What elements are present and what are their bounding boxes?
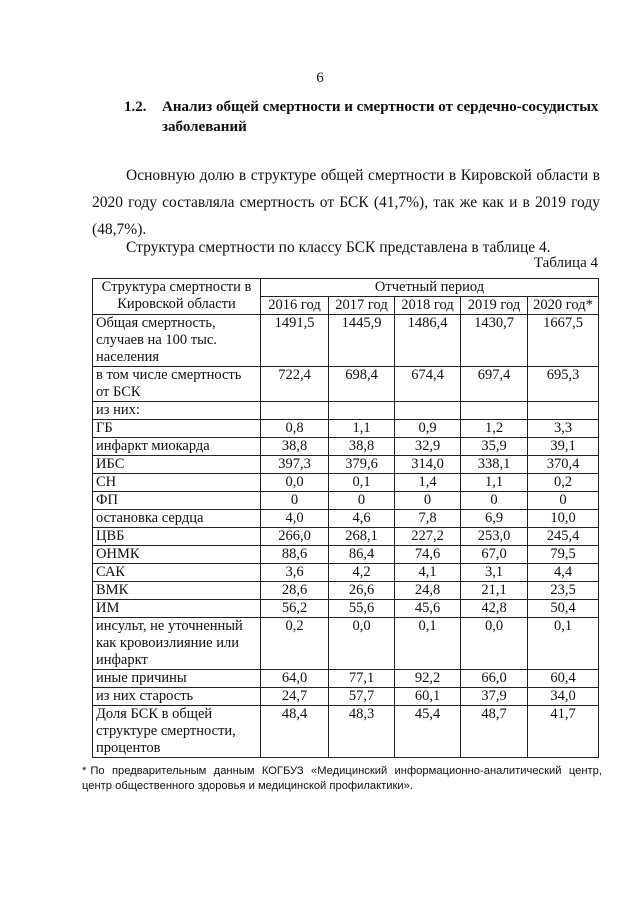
cell-value: 4,2 — [329, 564, 395, 582]
cell-value: 34,0 — [528, 688, 599, 706]
cell-value: 314,0 — [395, 456, 461, 474]
cell-value: 379,6 — [329, 456, 395, 474]
table-row — [93, 438, 599, 456]
cell-value: 60,4 — [528, 670, 599, 688]
cell-value: 1,1 — [329, 420, 395, 438]
cell-value: 6,9 — [461, 510, 528, 528]
cell-value: 268,1 — [329, 528, 395, 546]
table-row — [93, 564, 599, 582]
row-label: ЦВБ — [93, 528, 261, 546]
cell-value: 92,2 — [395, 670, 461, 688]
row-label: в том числе смертность от БСК — [93, 367, 261, 402]
row-label: из них старость — [93, 688, 261, 706]
table-row — [93, 492, 599, 510]
cell-value: 45,4 — [395, 706, 461, 758]
cell-value — [261, 402, 329, 420]
cell-value: 0,9 — [395, 420, 461, 438]
table-row — [93, 582, 599, 600]
table-row — [93, 618, 599, 670]
cell-value: 38,8 — [261, 438, 329, 456]
cell-value: 23,5 — [528, 582, 599, 600]
table-row — [93, 510, 599, 528]
cell-value: 1486,4 — [395, 315, 461, 367]
cell-value: 0 — [528, 492, 599, 510]
table-row — [93, 706, 599, 758]
cell-value: 1,2 — [461, 420, 528, 438]
table-row — [93, 315, 599, 367]
cell-value: 3,1 — [461, 564, 528, 582]
row-label: иные причины — [93, 670, 261, 688]
year-header: 2018 год — [395, 297, 461, 315]
cell-value: 1491,5 — [261, 315, 329, 367]
cell-value: 86,4 — [329, 546, 395, 564]
cell-value: 77,1 — [329, 670, 395, 688]
cell-value: 64,0 — [261, 670, 329, 688]
cell-value: 338,1 — [461, 456, 528, 474]
row-label: инфаркт миокарда — [93, 438, 261, 456]
cell-value: 0,0 — [461, 618, 528, 670]
cell-value: 0,0 — [261, 474, 329, 492]
cell-value: 0,2 — [528, 474, 599, 492]
cell-value: 4,0 — [261, 510, 329, 528]
row-label: ИМ — [93, 600, 261, 618]
cell-value — [461, 402, 528, 420]
cell-value: 39,1 — [528, 438, 599, 456]
cell-value: 50,4 — [528, 600, 599, 618]
cell-value: 697,4 — [461, 367, 528, 402]
cell-value: 35,9 — [461, 438, 528, 456]
cell-value: 57,7 — [329, 688, 395, 706]
cell-value: 88,6 — [261, 546, 329, 564]
table-row — [93, 688, 599, 706]
table-row — [93, 420, 599, 438]
row-label: ФП — [93, 492, 261, 510]
cell-value: 67,0 — [461, 546, 528, 564]
cell-value: 1667,5 — [528, 315, 599, 367]
cell-value: 227,2 — [395, 528, 461, 546]
cell-value: 32,9 — [395, 438, 461, 456]
table-row — [93, 402, 599, 420]
cell-value: 74,6 — [395, 546, 461, 564]
cell-value — [528, 402, 599, 420]
table-row — [93, 670, 599, 688]
cell-value — [329, 402, 395, 420]
cell-value: 370,4 — [528, 456, 599, 474]
section-heading — [124, 97, 604, 137]
cell-value: 1445,9 — [329, 315, 395, 367]
cell-value: 41,7 — [528, 706, 599, 758]
period-header: Отчетный период — [261, 279, 599, 297]
cell-value: 24,7 — [261, 688, 329, 706]
table-row — [93, 546, 599, 564]
table-row — [93, 367, 599, 402]
section-number: 1.2. — [124, 99, 147, 115]
cell-value: 48,7 — [461, 706, 528, 758]
row-label: остановка сердца — [93, 510, 261, 528]
cell-value: 66,0 — [461, 670, 528, 688]
cell-value: 0,2 — [261, 618, 329, 670]
cell-value: 0 — [329, 492, 395, 510]
table-row — [93, 456, 599, 474]
cell-value: 45,6 — [395, 600, 461, 618]
cell-value: 4,1 — [395, 564, 461, 582]
cell-value: 79,5 — [528, 546, 599, 564]
cell-value: 0,1 — [395, 618, 461, 670]
row-label: ВМК — [93, 582, 261, 600]
cell-value: 0,1 — [528, 618, 599, 670]
paragraph-table-intro: Структура смертности по классу БСК представлена в таблице 4. — [126, 238, 551, 256]
cell-value: 0 — [261, 492, 329, 510]
cell-value: 0,1 — [329, 474, 395, 492]
cell-value: 38,8 — [329, 438, 395, 456]
cell-value: 0 — [461, 492, 528, 510]
cell-value: 28,6 — [261, 582, 329, 600]
footnote — [82, 764, 602, 794]
cell-value: 56,2 — [261, 600, 329, 618]
cell-value: 1,1 — [461, 474, 528, 492]
cell-value: 245,4 — [528, 528, 599, 546]
table-row — [93, 528, 599, 546]
footnote-text: По предварительным данным КОГБУЗ «Медицинский информационно-аналитический центр, центр общественного здоровья и медицинской профилактики». — [82, 765, 602, 792]
row-label: ОНМК — [93, 546, 261, 564]
year-header: 2016 год — [261, 297, 329, 315]
cell-value: 3,6 — [261, 564, 329, 582]
cell-value: 4,4 — [528, 564, 599, 582]
cell-value: 7,8 — [395, 510, 461, 528]
table-row — [93, 600, 599, 618]
table-row — [93, 474, 599, 492]
year-header: 2017 год — [329, 297, 395, 315]
cell-value: 0,0 — [329, 618, 395, 670]
cell-value: 55,6 — [329, 600, 395, 618]
cell-value: 37,9 — [461, 688, 528, 706]
cell-value: 698,4 — [329, 367, 395, 402]
cell-value: 60,1 — [395, 688, 461, 706]
cell-value: 4,6 — [329, 510, 395, 528]
cell-value — [395, 402, 461, 420]
row-label: Доля БСК в общей структуре смертности, процентов — [93, 706, 261, 758]
cell-value: 253,0 — [461, 528, 528, 546]
table-body — [93, 315, 599, 758]
cell-value: 1430,7 — [461, 315, 528, 367]
cell-value: 3,3 — [528, 420, 599, 438]
cell-value: 266,0 — [261, 528, 329, 546]
cell-value: 26,6 — [329, 582, 395, 600]
row-label: САК — [93, 564, 261, 582]
cell-value: 0,8 — [261, 420, 329, 438]
footnote-mark: * — [82, 765, 87, 777]
row-label-header: Структура смертности в Кировской области — [93, 279, 261, 315]
year-header: 2019 год — [461, 297, 528, 315]
cell-value: 42,8 — [461, 600, 528, 618]
cell-value: 24,8 — [395, 582, 461, 600]
cell-value: 10,0 — [528, 510, 599, 528]
row-label: Общая смертность, случаев на 100 тыс. населения — [93, 315, 261, 367]
cell-value: 48,3 — [329, 706, 395, 758]
cell-value: 397,3 — [261, 456, 329, 474]
section-title: Анализ общей смертности и смертности от сердечно-сосудистых заболеваний — [162, 99, 599, 135]
row-label: из них: — [93, 402, 261, 420]
row-label: СН — [93, 474, 261, 492]
paragraph-mortality-share: Основную долю в структуре общей смертности в Кировской области в 2020 году составляла смертность от БСК (41,7%), так же как и в 2019 году (48,7%). — [92, 166, 600, 238]
cell-value: 722,4 — [261, 367, 329, 402]
page-number: 6 — [316, 70, 324, 86]
cell-value: 1,4 — [395, 474, 461, 492]
row-label: ГБ — [93, 420, 261, 438]
cell-value: 21,1 — [461, 582, 528, 600]
cell-value: 674,4 — [395, 367, 461, 402]
cell-value: 48,4 — [261, 706, 329, 758]
cell-value: 0 — [395, 492, 461, 510]
table-caption: Таблица 4 — [533, 255, 598, 271]
row-label: ИБС — [93, 456, 261, 474]
cell-value: 695,3 — [528, 367, 599, 402]
mortality-structure-table — [92, 278, 599, 758]
year-header: 2020 год* — [528, 297, 599, 315]
row-label: инсульт, не уточненный как кровоизлияние или инфаркт — [93, 618, 261, 670]
